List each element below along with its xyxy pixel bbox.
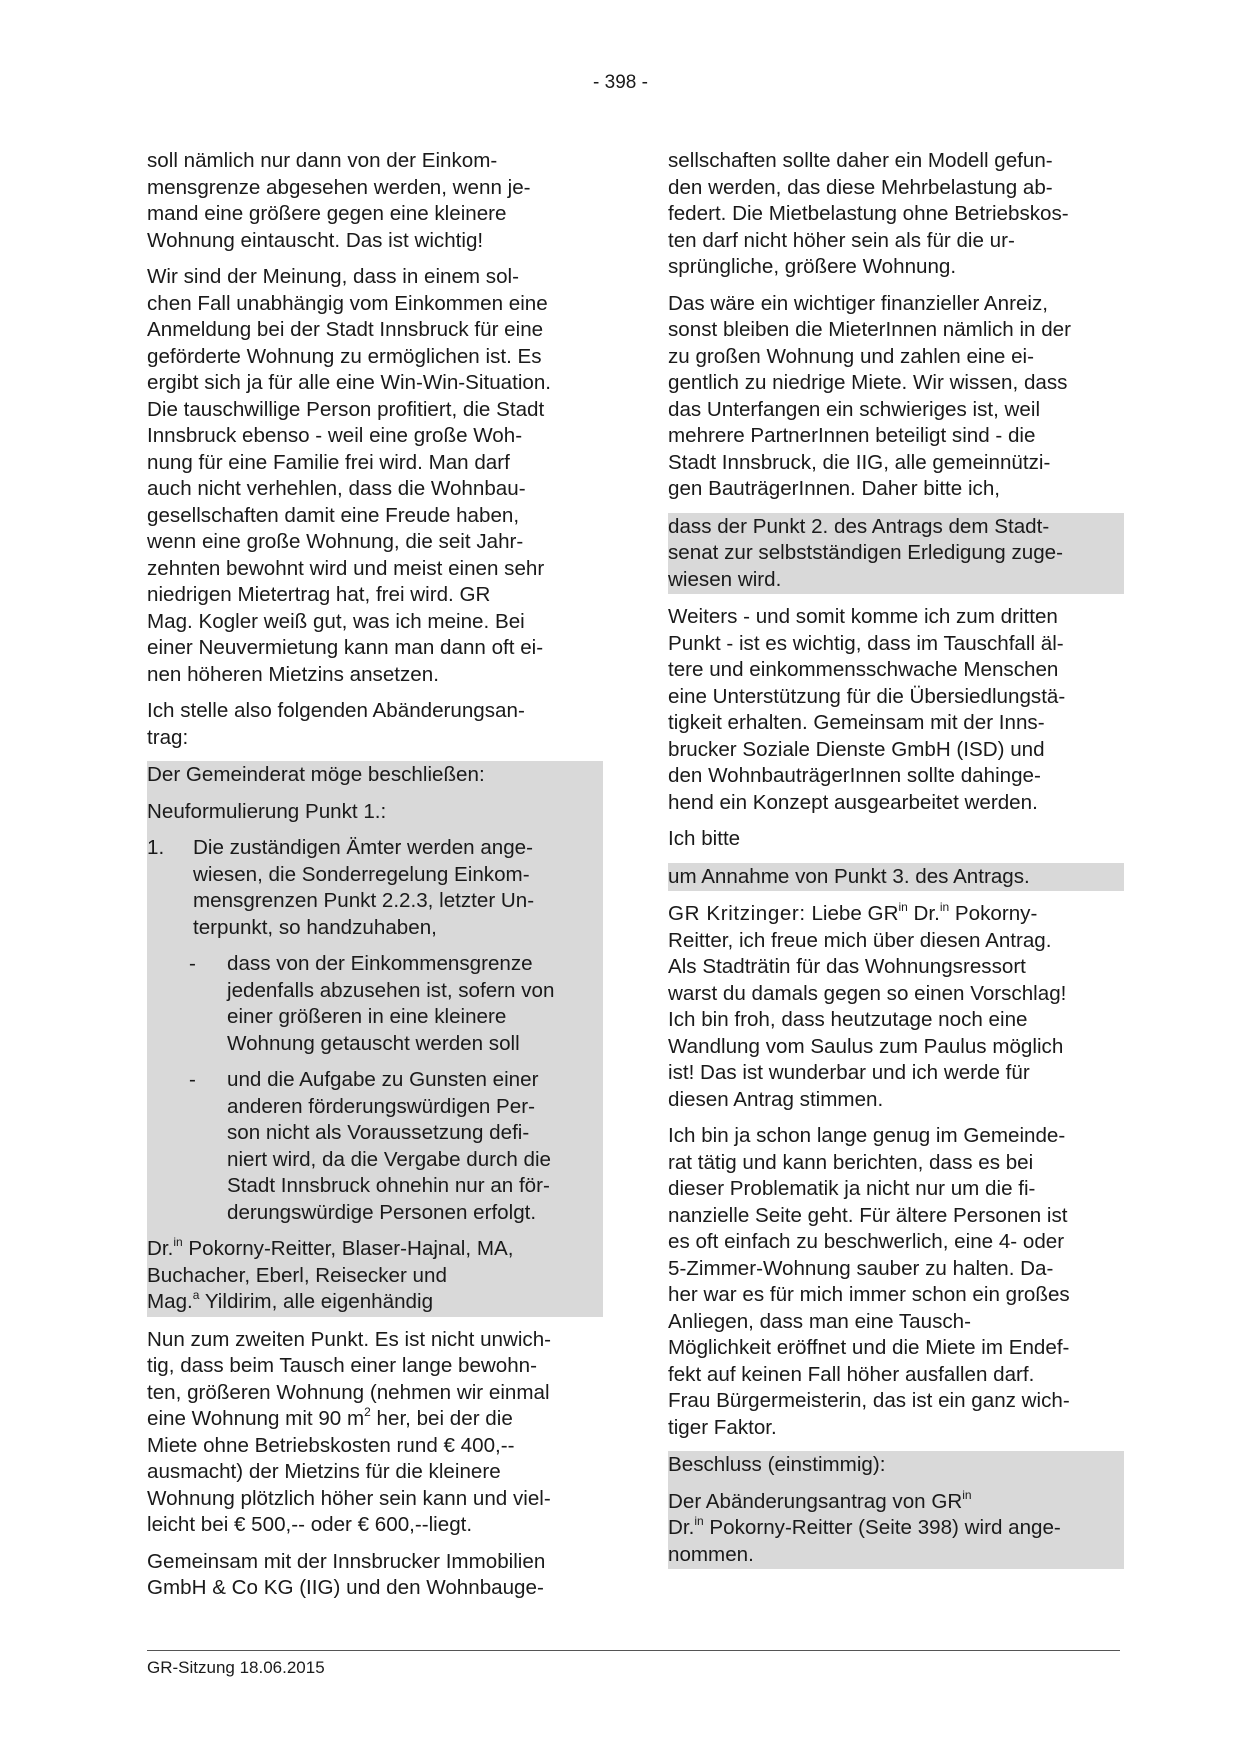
left-column: [147, 148, 603, 1612]
sig-line2: Buchacher, Eberl, Reisecker und: [147, 1263, 447, 1287]
paragraph: Weiters - und somit komme ich zum dritten Punkt - ist es wichtig, dass im Tauschfall äl- tere und einkommensschwache Menschen eine Unterstützung für die Übersiedlungstä- tigkeit erhalten. Gemeinsam mit der Inns- brucker Soziale Dienste GmbH (ISD) und den WohnbauträgerInnen sollte dahinge- hend ein Konzept ausgearbeitet werden.: [668, 605, 1066, 814]
motion-subitem: [187, 951, 601, 1057]
speaker-name: GR Kritzinger:: [668, 902, 806, 925]
sig-dr: Dr.: [147, 1237, 174, 1260]
motion-block: [147, 761, 603, 1317]
res-sup2: in: [694, 1514, 704, 1528]
resolution-title: Beschluss (einstimmig):: [668, 1453, 886, 1476]
motion-intro: Der Gemeinderat möge beschließen:: [147, 763, 485, 786]
motion-item: [147, 835, 601, 941]
motion-signatories: [147, 1236, 601, 1316]
p5-b: Dr.: [907, 902, 940, 925]
resolution-text: [668, 1489, 1122, 1569]
footer-divider: [147, 1650, 1120, 1651]
p4-b: her, bei der die Miete ohne Betriebskosten rund € 400,-- ausmacht) der Mietzins für die kleinere Wohnung plötzlich höher sein kann und viel- leicht bei € 500,-- oder € 600,--liegt.: [147, 1407, 551, 1536]
paragraph: [668, 901, 1124, 1113]
dash-marker: -: [189, 1068, 196, 1091]
res-line-c: Pokorny-Reitter (Seite 398) wird ange- nommen.: [668, 1516, 1061, 1566]
p5-c: Pokorny- Reitter, ich freue mich über diesen Antrag. Als Stadträtin für das Wohnungsressort warst du damals gegen so einen Vorschlag! Ich bin froh, dass heutzutage noch eine Wandlung vom Saulus zum Paulus möglich ist! Das ist wunderbar und ich werde für diesen Antrag stimmen.: [668, 902, 1067, 1111]
p5-sup2: in: [939, 900, 950, 914]
resolution-block: [668, 1451, 1124, 1569]
p4-a: Nun zum zweiten Punkt. Es ist nicht unwich- tig, dass beim Tausch einer lange bewohn- ten, größeren Wohnung (nehmen wir einmal eine Wohnung mit 90 m: [147, 1327, 552, 1430]
item-number: 1.: [147, 836, 165, 859]
paragraph: Ich stelle also folgenden Abänderungsan- trag:: [147, 699, 525, 749]
paragraph: Ich bitte: [668, 827, 741, 850]
p5-sup1: in: [898, 900, 908, 914]
motion-subhead: Neuformulierung Punkt 1.:: [147, 799, 387, 823]
p5-a: Liebe GR: [805, 902, 899, 925]
sig-dr-sup: in: [173, 1235, 183, 1249]
paragraph: Ich bin ja schon lange genug im Gemeinde- rat tätig und kann berichten, dass es bei dieser Problematik ja nicht nur um die fi- nanzielle Seite geht. Für ältere Personen ist es oft einfach zu beschwerlich, eine 4- oder 5-Zimmer-Wohnung sauber zu halten. Da- her war es für mich immer schon ein großes Anliegen, dass man eine Tausch- Möglichkeit eröffnet und die Miete im Endef- fekt auf keinen Fall höher ausfallen darf. Frau Bürgermeisterin, das ist ein ganz wich- tiger Faktor.: [668, 1124, 1070, 1439]
sig-line3: Yildirim, alle eigenhändig: [199, 1290, 434, 1313]
sig-mag-sup: a: [192, 1288, 200, 1302]
footer-text: GR-Sitzung 18.06.2015: [147, 1658, 325, 1677]
shaded-request: dass der Punkt 2. des Antrags dem Stadt- senat zur selbstständigen Erledigung zuge- wiesen wird.: [668, 513, 1124, 595]
sig-mag: Mag.: [147, 1290, 193, 1313]
page-number: - 398 -: [593, 72, 648, 93]
subitem-text: und die Aufgabe zu Gunsten einer anderen förderungswürdigen Per- son nicht als Voraussetzung defi- niert wird, da die Vergabe durch die Stadt Innsbruck ohnehin nur an för- derungswürdige Personen erfolgt.: [227, 1068, 551, 1224]
paragraph: [147, 1327, 603, 1539]
res-sup1: in: [962, 1487, 972, 1502]
paragraph: Das wäre ein wichtiger finanzieller Anreiz, sonst bleiben die MieterInnen nämlich in der zu großen Wohnung und zahlen eine ei- gentlich zu niedrige Miete. Wir wissen, dass das Unterfangen ein schwieriges ist, weil mehrere PartnerInnen beteiligt sind - die Stadt Innsbruck, die IIG, alle gemeinnützi- gen BauträgerInnen. Daher bitte ich,: [668, 291, 1071, 500]
shaded-request: um Annahme von Punkt 3. des Antrags.: [668, 863, 1124, 892]
right-column: [668, 148, 1124, 1579]
paragraph: sellschaften sollte daher ein Modell gefun- den werden, das diese Mehrbelastung ab- federt. Die Mietbelastung ohne Betriebskos- ten darf nicht höher sein als für die ur- sprüngliche, größere Wohnung.: [668, 149, 1069, 278]
paragraph: Gemeinsam mit der Innsbrucker Immobilien GmbH & Co KG (IIG) und den Wohnbauge-: [147, 1549, 546, 1599]
paragraph: Wir sind der Meinung, dass in einem sol- chen Fall unabhängig vom Einkommen eine Anmeldung bei der Stadt Innsbruck für eine geförderte Wohnung zu ermöglichen ist. Es ergibt sich ja für alle eine Win-Win-Situation. Die tauschwillige Person profitiert, die Stadt Innsbruck ebenso - weil eine große Woh- nung für eine Familie frei wird. Man darf auch nicht verhehlen, dass die Wohnbau- gesellschaften damit eine Freude haben, wenn eine große Wohnung, die seit Jahr- zehnten bewohnt wird und meist einen sehr niedrigen Mietertrag hat, frei wird. GR Mag. Kogler weiß gut, was ich meine. Bei einer Neuvermietung kann man dann oft ei- nen höheren Mietzins ansetzen.: [147, 265, 552, 686]
res-line-b: Dr.: [668, 1516, 695, 1539]
sig-line1: Pokorny-Reitter, Blaser-Hajnal, MA,: [182, 1237, 514, 1260]
p4-sup: 2: [364, 1405, 371, 1419]
motion-subitem: [187, 1067, 601, 1226]
item-text: Die zuständigen Ämter werden ange- wiesen, die Sonderregelung Einkom- mensgrenzen Punkt 2.2.3, letzter Un- terpunkt, so handzuhaben,: [193, 836, 535, 939]
paragraph: soll nämlich nur dann von der Einkom- mensgrenze abgesehen werden, wenn je- mand eine größere gegen eine kleinere Wohnung eintauscht. Das ist wichtig!: [147, 149, 531, 252]
subitem-text: dass von der Einkommensgrenze jedenfalls abzusehen ist, sofern von einer größeren in eine kleinere Wohnung getauscht werden soll: [227, 952, 555, 1055]
dash-marker: -: [189, 952, 196, 975]
res-line-a: Der Abänderungsantrag von GR: [668, 1489, 963, 1513]
